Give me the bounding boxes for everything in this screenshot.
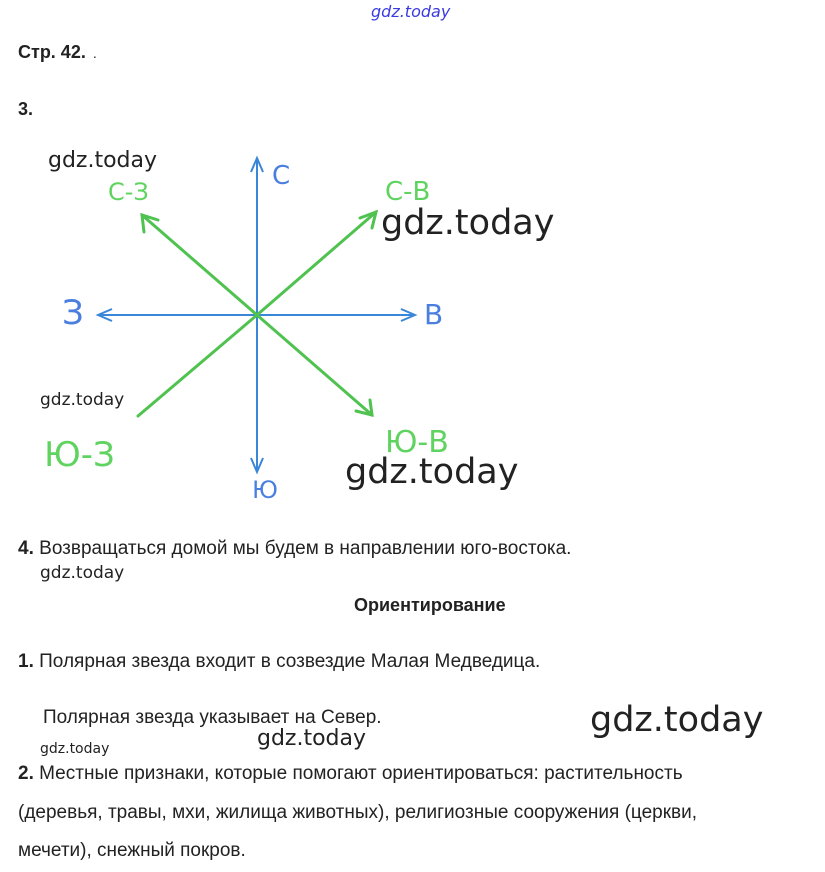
label-west: З — [62, 293, 84, 333]
item2-text-1: Местные признаки, которые помогают ориентироваться: растительность — [39, 763, 683, 784]
item2-line2: (деревья, травы, мхи, жилища животных), религиозные сооружения (церкви, — [18, 802, 698, 823]
label-north: С — [272, 161, 291, 191]
watermark-top: gdz.today — [371, 2, 451, 21]
diag-southeast — [257, 315, 372, 415]
label-east: В — [424, 298, 444, 331]
watermark-item1-large: gdz.today — [590, 700, 764, 740]
task3-number: 3. — [18, 99, 34, 119]
item1-text: Полярная звезда входит в созвездие Малая Медведица. — [39, 651, 541, 672]
task4-text: Возвращаться домой мы будем в направлении юго-востока. — [39, 538, 572, 559]
watermark-compass-2: gdz.today — [381, 203, 555, 243]
page-label — [18, 42, 97, 63]
page-label-text: Стр. 42. — [18, 42, 86, 62]
diag-northwest — [142, 215, 257, 315]
watermark-compass-3: gdz.today — [40, 390, 125, 410]
watermark-item1-medium: gdz.today — [257, 726, 367, 751]
item1-subtext: Полярная звезда указывает на Север. — [43, 707, 382, 728]
watermark-compass-4: gdz.today — [345, 452, 519, 492]
task4-number: 4. — [18, 538, 34, 559]
label-southwest: Ю-З — [44, 435, 115, 475]
diag-northeast — [257, 212, 376, 315]
label-south: Ю — [252, 476, 278, 504]
diag-southwest — [138, 315, 257, 416]
task4-line — [18, 538, 571, 560]
page-label-trail: . — [92, 45, 97, 61]
label-northeast: С-В — [385, 177, 431, 207]
watermark-compass-1: gdz.today — [48, 148, 158, 173]
watermark-task4: gdz.today — [40, 563, 125, 583]
label-northwest: С-З — [108, 178, 149, 206]
section-title: Ориентирование — [354, 595, 506, 615]
watermark-item1-small: gdz.today — [40, 741, 110, 757]
item2-number: 2. — [18, 763, 34, 784]
item1-number: 1. — [18, 651, 34, 672]
item1-line — [18, 651, 540, 673]
label-southeast: Ю-В — [385, 425, 449, 460]
item2-line3: мечети), снежный покров. — [18, 840, 246, 861]
item2-line1 — [18, 763, 683, 785]
